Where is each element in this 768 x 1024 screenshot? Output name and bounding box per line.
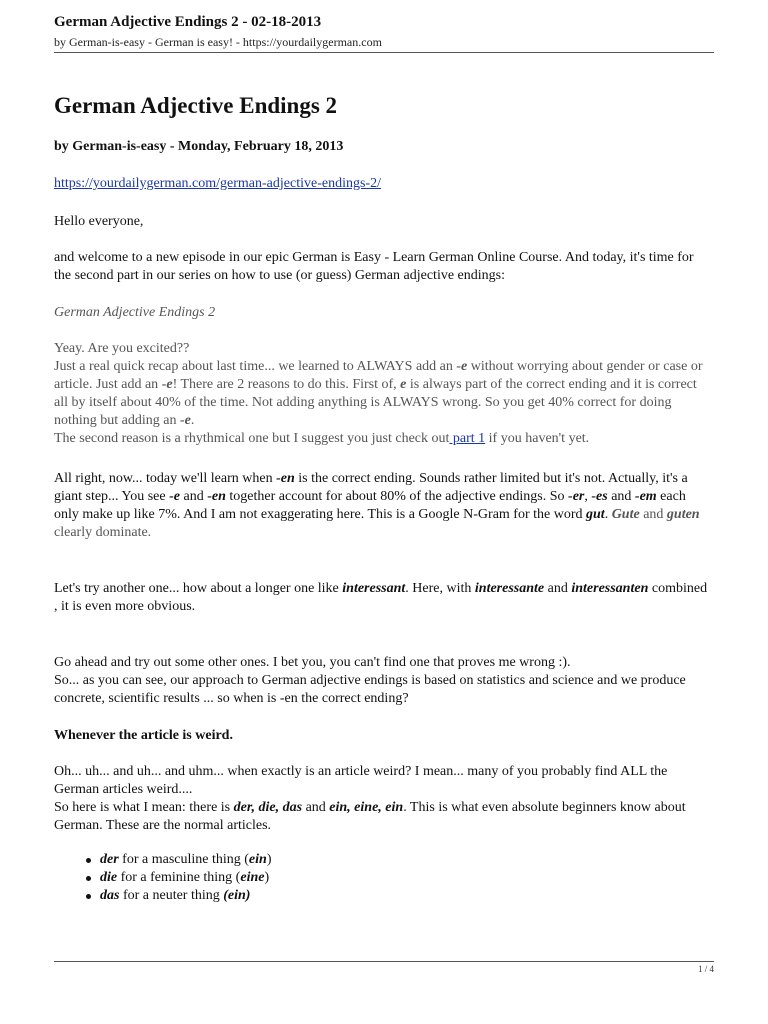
footer-divider — [54, 961, 714, 962]
go-ahead-paragraph: Go ahead and try out some other ones. I bet you, you can't find one that proves me wrong :). So... as you can see, our approach to German adjective endings is based on statistics and science and we produce concrete, scientific results ... so when is -en the correct ending? — [54, 655, 686, 706]
interessant-paragraph: Let's try another one... how about a longer one like interessant. Here, with interessante and interessanten combined , it is even more obvious. — [54, 581, 708, 614]
page-title: German Adjective Endings 2 — [54, 93, 338, 118]
article-list — [84, 851, 271, 905]
weird-article-paragraph: Oh... uh... and uh... and uhm... when exactly is an article weird? I mean... many of you probably find ALL the German articles weird.... So here is what I mean: there is der, die, das and ein, eine, ein. This is what even absolute beginners know about German. These are the normal articles. — [54, 764, 686, 833]
header-divider — [54, 52, 714, 53]
recap-line-1: Yeay. Are you excited?? — [54, 341, 190, 356]
greeting: Hello everyone, — [54, 214, 144, 229]
weird-article-heading: Whenever the article is weird. — [54, 728, 233, 743]
list-item: der for a masculine thing (ein) — [84, 851, 271, 869]
intro-paragraph: and welcome to a new episode in our epic German is Easy - Learn German Online Course. And today, it's time for the second part in our series on how to use (or guess) German adjective endings: — [54, 250, 694, 283]
article-url-link[interactable]: https://yourdailygerman.com/german-adjective-endings-2/ — [54, 176, 381, 191]
list-item: das for a neuter thing (ein) — [84, 887, 271, 905]
en-ending-paragraph: All right, now... today we'll learn when -en is the correct ending. Sounds rather limited but it's not. Actually, it's a giant step... You see -e and -en together account for about 80% of the adjective endings. So -er, -es and -em each only make up like 7%. And I am not exaggerating here. This is a Google N-Gram for the word gut. Gute and guten clearly dominate. — [54, 471, 700, 540]
section-title: German Adjective Endings 2 — [54, 305, 216, 320]
part-1-link[interactable]: part 1 — [449, 431, 486, 446]
list-item: die for a feminine thing (eine) — [84, 869, 271, 887]
running-header-subtitle: by German-is-easy - German is easy! - https://yourdailygerman.com — [54, 35, 382, 49]
page-number: 1 / 4 — [697, 964, 714, 974]
recap-paragraph: Yeay. Are you excited?? Just a real quick recap about last time... we learned to ALWAYS add an -e without worrying about gender or case or article. Just add an -e! There are 2 reasons to do this. First of, e is always part of the correct ending and it is correct all by itself about 40% of the time. Not adding anything is ALWAYS wrong. So you get 40% correct for doing nothing but adding an -e. The second reason is a rhythmical one but I suggest you just check out part 1 if you haven't yet. — [54, 341, 703, 446]
running-header-title: German Adjective Endings 2 - 02-18-2013 — [54, 14, 322, 30]
byline: by German-is-easy - Monday, February 18, 2013 — [54, 139, 344, 154]
